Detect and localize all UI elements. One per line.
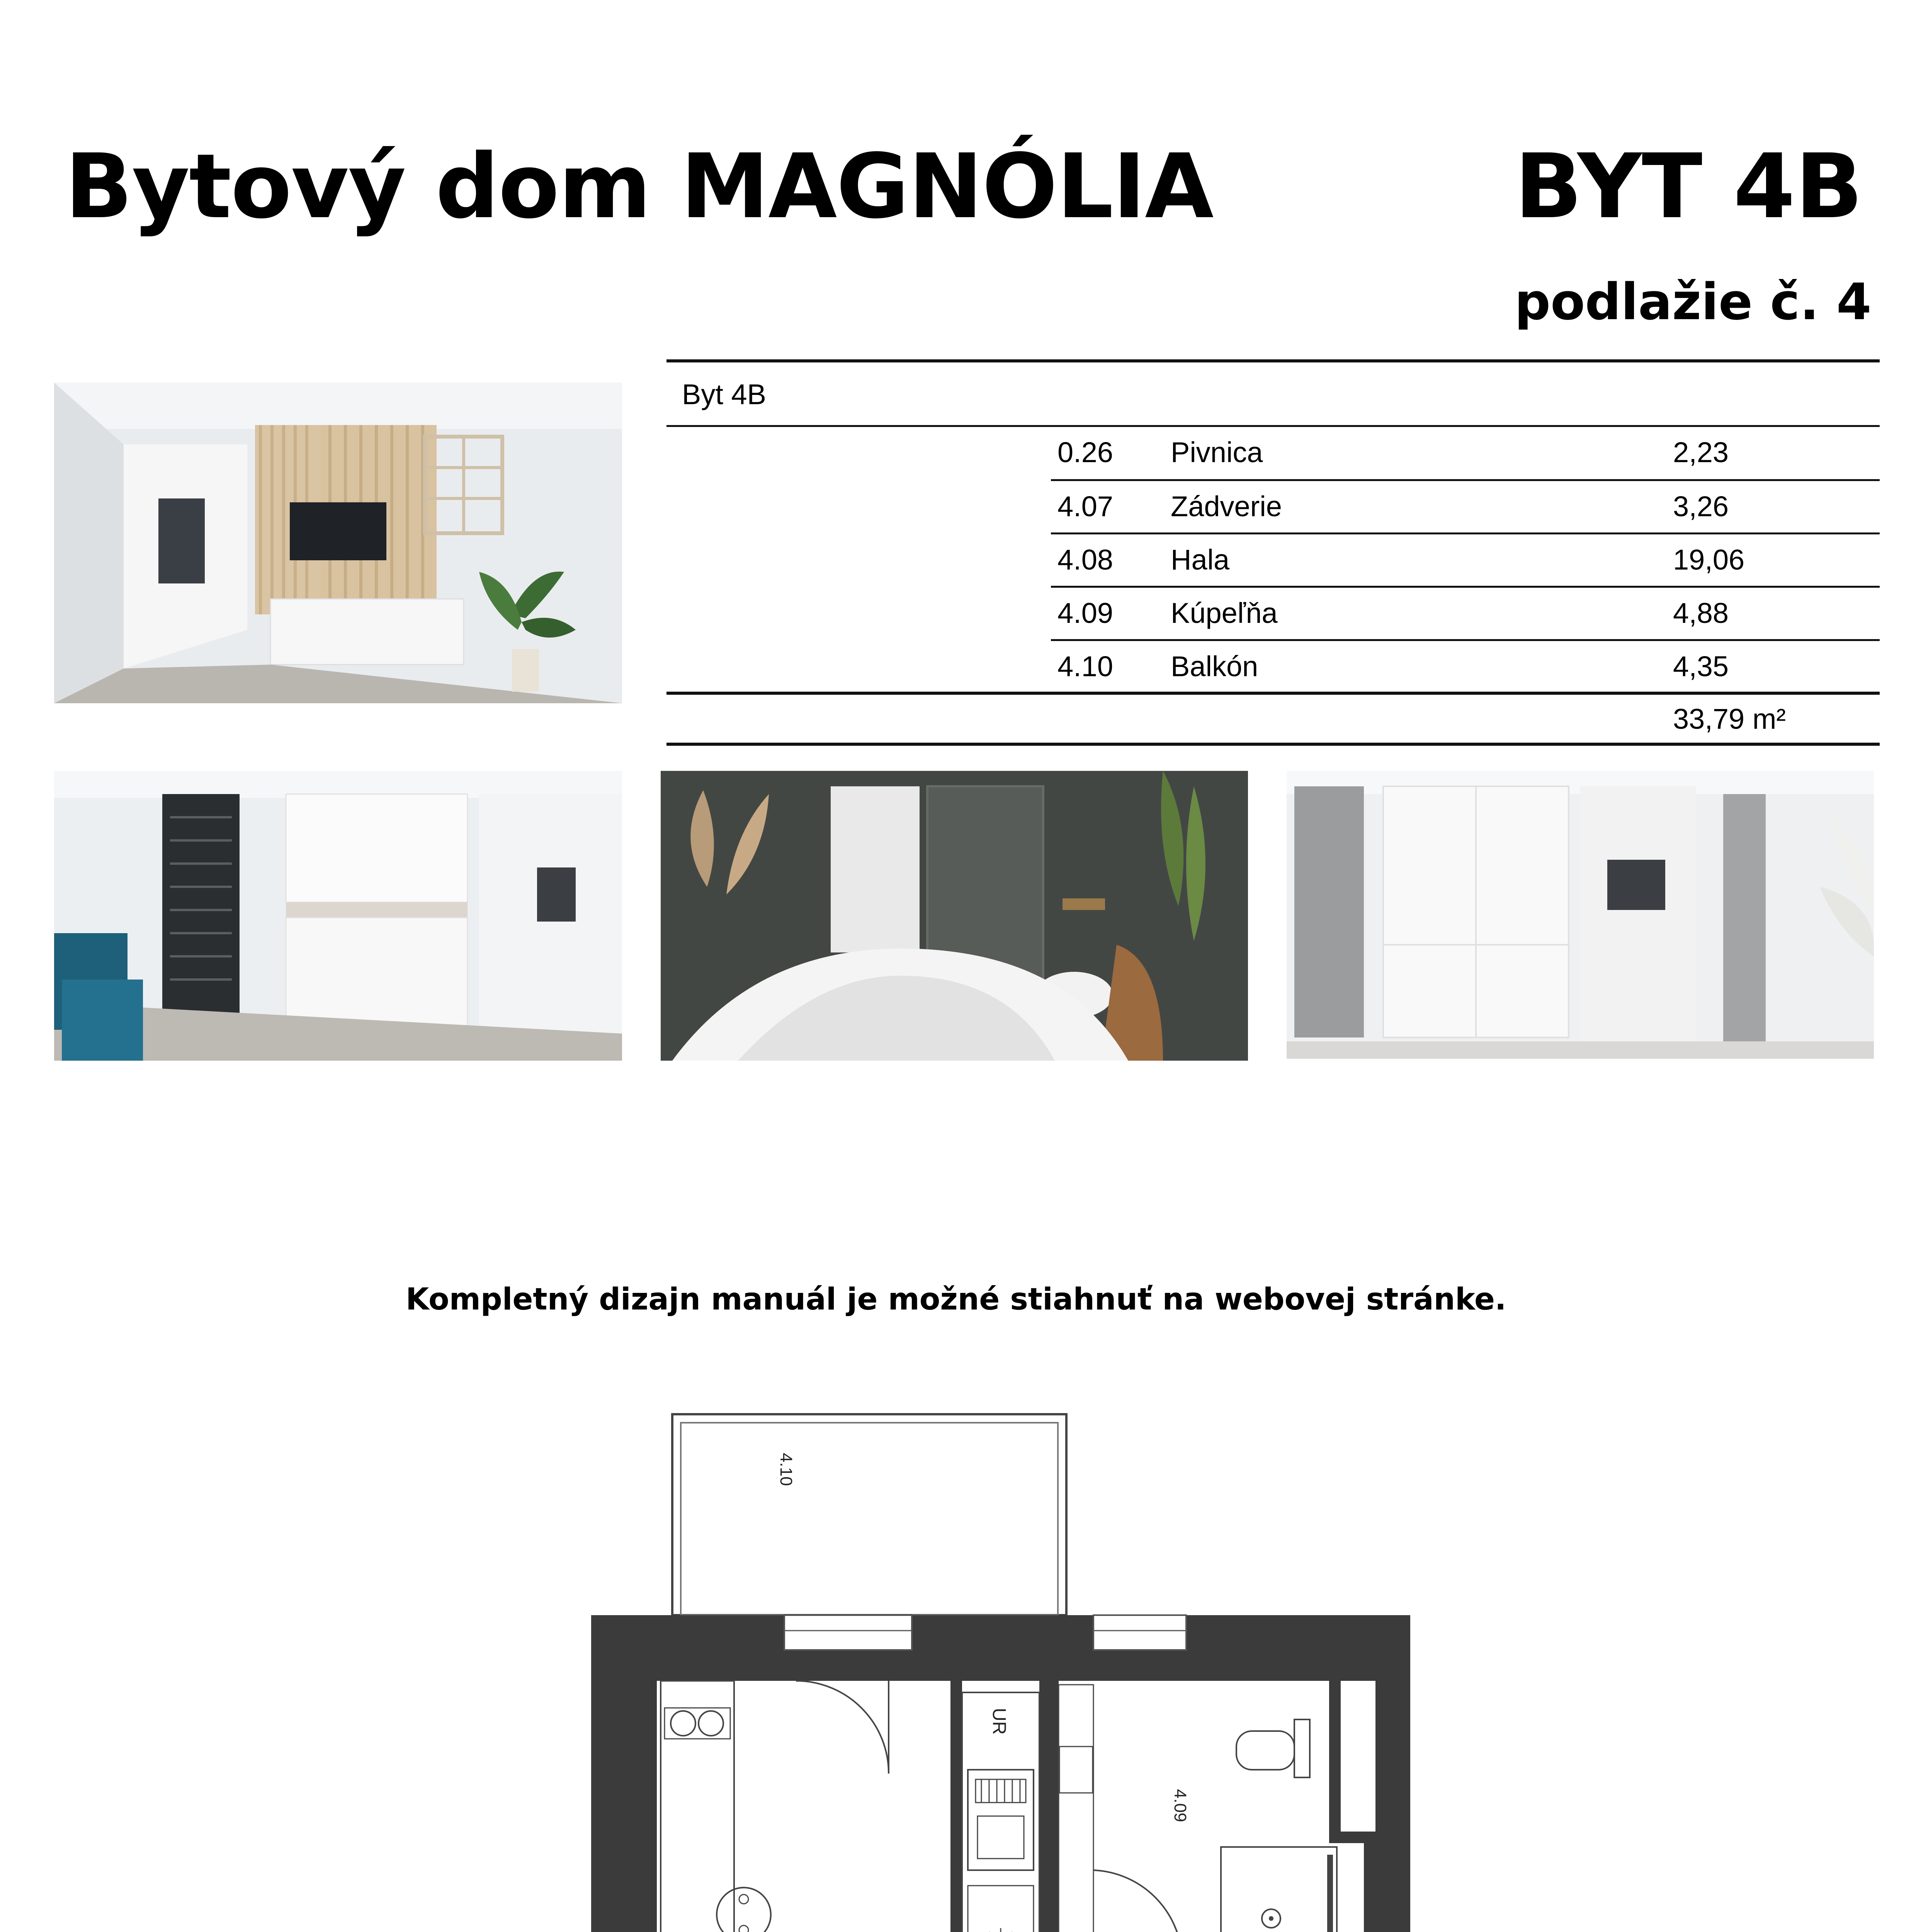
room-code: 0.26	[1057, 436, 1114, 468]
room-name: Pivnica	[1171, 436, 1263, 468]
table-rule	[1051, 586, 1880, 588]
table-rule	[666, 692, 1880, 695]
label-bathroom: 4.09	[1171, 1789, 1190, 1822]
floor-plan	[580, 1399, 1430, 1932]
room-code: 4.08	[1057, 544, 1114, 576]
table-rule	[666, 743, 1880, 746]
table-rule	[1051, 639, 1880, 641]
room-area: 19,06	[1673, 544, 1745, 576]
photo-bathroom	[661, 771, 1248, 1061]
label-ur: UR	[989, 1708, 1009, 1735]
page-title: Bytový dom MAGNÓLIA	[65, 135, 1213, 238]
table-caption: Byt 4B	[682, 378, 766, 410]
room-name: Kúpeľňa	[1171, 597, 1278, 629]
photo-hallway	[1287, 771, 1874, 1059]
room-code: 4.09	[1057, 597, 1114, 629]
room-area: 4,35	[1673, 650, 1729, 682]
room-code: 4.07	[1057, 490, 1114, 522]
photo-kitchen	[54, 771, 622, 1061]
label-balcony: 4.10	[777, 1453, 796, 1486]
room-area: 2,23	[1673, 436, 1729, 468]
room-code: 4.10	[1057, 650, 1114, 682]
floor-label: podlažie č. 4	[1515, 272, 1872, 331]
table-rule	[666, 425, 1880, 427]
room-area: 4,88	[1673, 597, 1729, 629]
unit-title: BYT 4B	[1515, 135, 1863, 238]
table-rule	[1051, 479, 1880, 481]
room-table	[666, 359, 1880, 746]
room-name: Zádverie	[1171, 490, 1282, 522]
photo-living-room	[54, 383, 622, 703]
total-area: 33,79 m²	[1673, 703, 1786, 735]
table-rule	[666, 359, 1880, 362]
table-rule	[1051, 532, 1880, 534]
room-name: Hala	[1171, 544, 1230, 576]
design-manual-note: Kompletný dizajn manuál je možné stiahnuť na webovej stránke.	[406, 1282, 1506, 1317]
room-name: Balkón	[1171, 650, 1258, 682]
room-area: 3,26	[1673, 490, 1729, 522]
